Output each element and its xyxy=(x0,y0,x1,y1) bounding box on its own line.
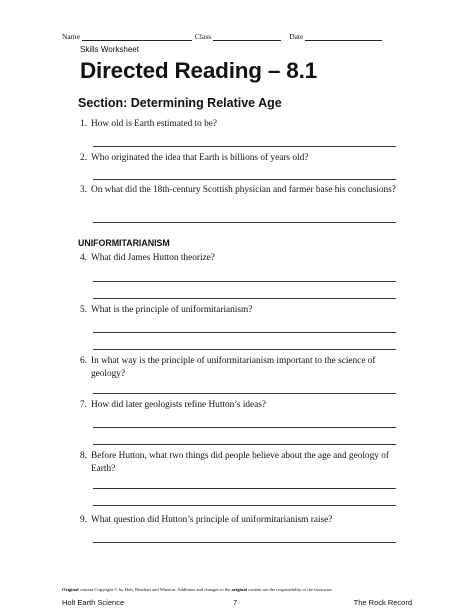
answer-line[interactable] xyxy=(93,298,396,299)
answer-line[interactable] xyxy=(93,281,396,282)
footer-page-number: 7 xyxy=(233,598,238,607)
answer-line[interactable] xyxy=(93,444,396,445)
page-title: Directed Reading – 8.1 xyxy=(80,58,317,83)
question-number: 4. xyxy=(80,253,87,263)
answer-line[interactable] xyxy=(93,146,396,147)
date-field[interactable] xyxy=(305,31,382,41)
footer-chapter: The Rock Record xyxy=(353,598,412,607)
footer-course: Holt Earth Science xyxy=(62,598,125,607)
copyright-original-1: Original xyxy=(62,587,79,592)
question-number: 2. xyxy=(80,153,87,163)
header-fields xyxy=(62,31,402,41)
question-text: On what did the 18th-century Scottish physician and farmer base his conclusions? xyxy=(91,185,396,195)
question-number: 8. xyxy=(80,451,87,461)
answer-line[interactable] xyxy=(93,542,396,543)
question-number: 9. xyxy=(80,515,87,525)
question-text: What question did Hutton’s principle of uniformitarianism raise? xyxy=(91,515,333,525)
answer-line[interactable] xyxy=(93,393,396,394)
class-field[interactable] xyxy=(213,31,281,41)
answer-line[interactable] xyxy=(93,332,396,333)
name-field[interactable] xyxy=(82,31,192,41)
question-text: What is the principle of uniformitarianism? xyxy=(91,305,253,315)
question-text: How old is Earth estimated to be? xyxy=(91,119,217,129)
answer-line[interactable] xyxy=(93,505,396,506)
question-text: What did James Hutton theorize? xyxy=(91,253,215,263)
answer-line[interactable] xyxy=(93,427,396,428)
question-text: Before Hutton, what two things did people believe about the age and geology of Earth? xyxy=(91,451,389,474)
question-number: 5. xyxy=(80,305,87,315)
question-number: 3. xyxy=(80,185,87,195)
question-number: 1. xyxy=(80,119,87,129)
question-number: 6. xyxy=(80,356,87,366)
name-label: Name xyxy=(62,32,80,41)
question-text: In what way is the principle of uniformitarianism important to the science of geology? xyxy=(91,356,376,379)
section-heading: Section: Determining Relative Age xyxy=(78,96,282,110)
question-text: How did later geologists refine Hutton’s ideas? xyxy=(91,400,267,410)
question-text: Who originated the idea that Earth is billions of years old? xyxy=(91,153,309,163)
class-label: Class xyxy=(194,32,212,41)
copyright-original-2: original xyxy=(231,587,247,592)
copyright-notice xyxy=(62,587,333,592)
question-number: 7. xyxy=(80,400,87,410)
answer-line[interactable] xyxy=(93,179,396,180)
worksheet-type: Skills Worksheet xyxy=(80,45,139,54)
answer-line[interactable] xyxy=(93,488,396,489)
answer-line[interactable] xyxy=(93,222,396,223)
date-label: Date xyxy=(289,32,304,41)
copyright-text-1: content Copyright © by Holt, Rinehart and Winston. Additions and changes to the xyxy=(78,587,232,592)
answer-line[interactable] xyxy=(93,349,396,350)
copyright-text-2: content are the responsibility of the instructor. xyxy=(246,587,333,592)
subheading: UNIFORMITARIANISM xyxy=(78,238,170,248)
